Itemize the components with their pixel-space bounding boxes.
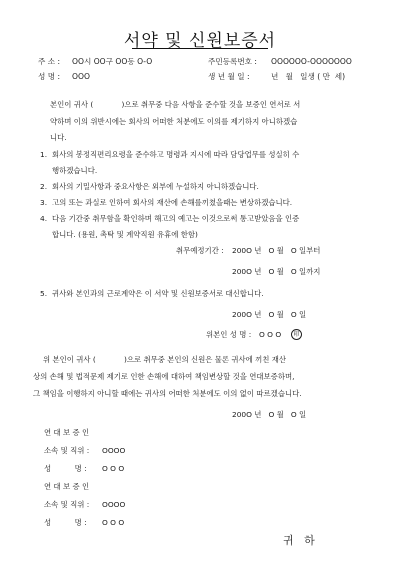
address-label: 주 소 :: [38, 57, 61, 66]
birth-label: 생 년 월 일 :: [208, 72, 250, 81]
intro-line-2: 약하며 이의 위반시에는 회사의 어떠한 처분에도 이의를 제기하지 아니하겠습: [50, 117, 298, 126]
clause-1-number: 1.: [40, 150, 48, 159]
guarantor-2-position-value: OOOO: [102, 500, 126, 509]
guarantor-1-position-value: OOOO: [102, 446, 126, 455]
guarantor-2-position-label: 소속 및 직위 :: [44, 500, 90, 509]
address-value: OO시 OO구 OO동 O-O: [72, 57, 153, 66]
clause-1-line-1: 회사의 봉정직편리요령을 준수하고 명령과 지시에 따라 담당업무를 성실히 수: [52, 150, 300, 159]
clause-2-number: 2.: [40, 182, 48, 191]
clause-3-number: 3.: [40, 198, 48, 207]
guarantee-line-3: 그 책임을 이행하지 아니할 때에는 귀사의 어떠한 처분에도 이의 없이 따르겠습니다.: [33, 389, 302, 398]
rrn-label: 주민등록번호 :: [208, 57, 257, 66]
guarantor-1-name-label: 성 명 :: [44, 464, 87, 473]
title-underline: [132, 48, 268, 49]
clause-4-number: 4.: [40, 214, 48, 223]
addressee: 귀 하: [283, 534, 315, 547]
guarantor-2-name-value: O O O: [102, 518, 125, 527]
period-label: 취무예정기간 :: [176, 246, 224, 255]
intro-line-1: 본인이 귀사 ( )으로 취무중 다음 사항을 준수할 것을 보증인 연서로 서: [50, 100, 301, 109]
pledge-date: 200O 년 O 월 O 일: [232, 310, 307, 319]
rrn-value: OOOOOO-OOOOOOO: [271, 57, 352, 66]
guarantor-1-position-label: 소속 및 직위 :: [44, 446, 90, 455]
pledger-name-label: 위본인 성 명 :: [206, 330, 252, 339]
guarantor-1-heading: 연 대 보 증 인: [44, 428, 90, 437]
seal-mark: 印: [291, 329, 302, 340]
guarantee-line-1: 위 본인이 귀사 ( )으로 취무중 본인의 신원은 물론 귀사에 끼친 재산: [43, 355, 287, 364]
guarantee-line-2: 상의 손해 및 법적문제 제기로 인한 손해에 대하여 책임변상할 것을 연대보증하며,: [33, 372, 295, 381]
guarantor-1-name-value: O O O: [102, 464, 125, 473]
clause-2-line-1: 회사의 기밀사항과 중요사항은 외부에 누설하지 아니하겠습니다.: [52, 182, 259, 191]
guarantee-date: 200O 년 O 월 O 일: [232, 410, 307, 419]
document-title: 서약 및 신원보증서: [123, 31, 277, 51]
clause-4-line-2: 합니다. (용원, 촉탁 및 계약직원 유휴에 한함): [52, 230, 198, 239]
clause-5-number: 5.: [40, 289, 48, 298]
clause-1-line-2: 행하겠습니다.: [52, 166, 98, 175]
period-from: 200O 년 O 월 O 일부터: [232, 246, 321, 255]
period-to: 200O 년 O 월 O 일까지: [232, 267, 321, 276]
guarantor-2-name-label: 성 명 :: [44, 518, 87, 527]
guarantor-2-heading: 연 대 보 증 인: [44, 482, 90, 491]
name-value: OOO: [72, 72, 90, 81]
name-label: 성 명 :: [38, 72, 61, 81]
intro-line-3: 니다.: [50, 133, 67, 142]
pledger-name-value: O O O: [259, 330, 282, 339]
birth-value: 년 월 일생 ( 만 세): [271, 72, 346, 81]
clause-3-line-1: 고의 또는 과실로 인하여 회사의 재산에 손해를끼쳤을때는 변상하겠습니다.: [52, 198, 293, 207]
clause-4-line-1: 다음 기간중 취무함을 확인하며 해고의 예고는 이것으로써 통고받았음을 인증: [52, 214, 300, 223]
clause-5-text: 귀사와 본인과의 근로계약은 이 서약 및 신원보증서로 대신합니다.: [52, 289, 264, 298]
